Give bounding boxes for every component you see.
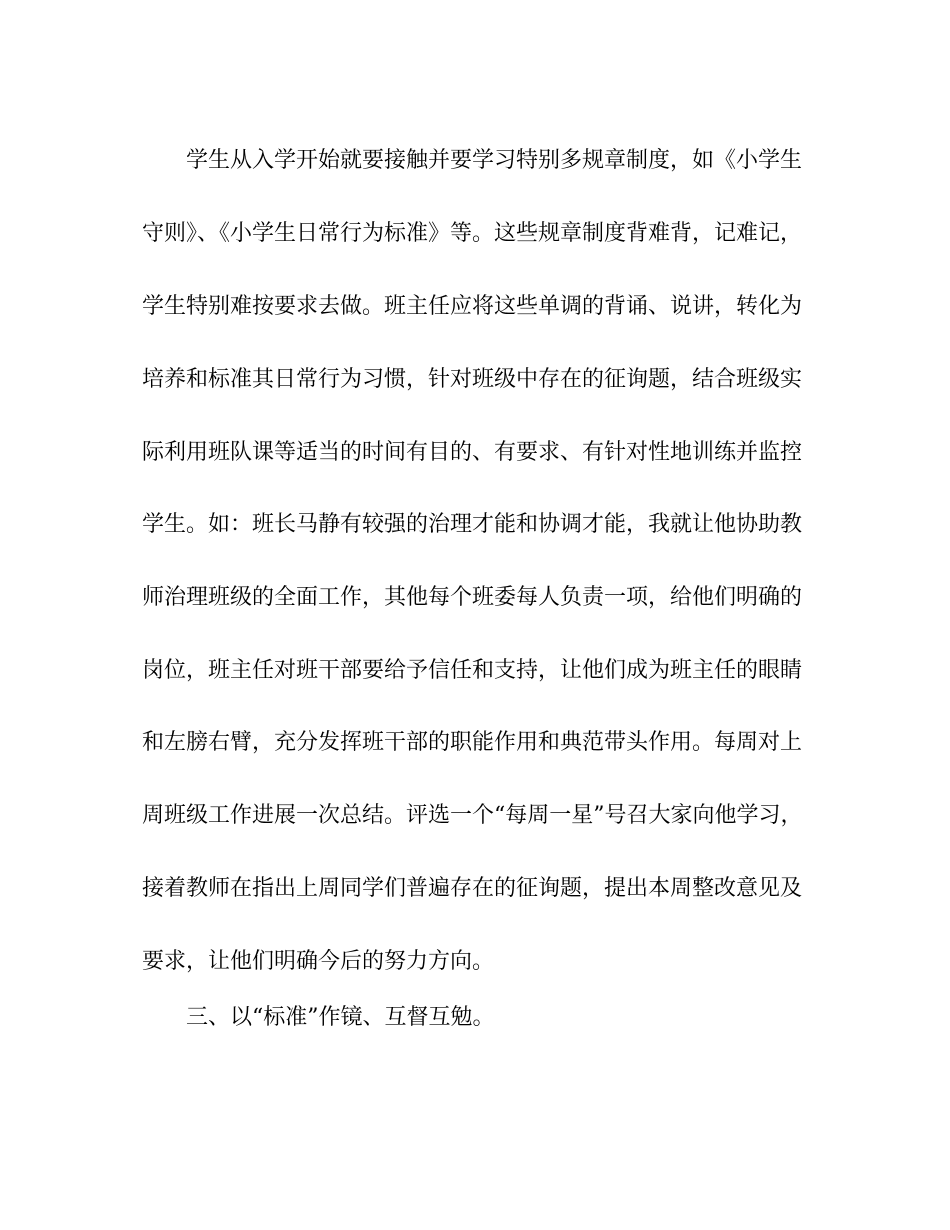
paragraph-line: 和左膀右臂，充分发挥班干部的职能作用和典范带头作用。每周对上 — [142, 730, 803, 755]
paragraph-line: 学生特别难按要求去做。班主任应将这些单调的背诵、说讲，转化为 — [142, 294, 803, 319]
paragraph-line: 学生从入学开始就要接触并要学习特别多规章制度，如《小学生 — [186, 148, 803, 173]
paragraph-line: 师治理班级的全面工作，其他每个班委每人负责一项，给他们明确的 — [142, 585, 803, 610]
paragraph-line: 接着教师在指出上周同学们普遍存在的征询题，提出本周整改意见及 — [142, 876, 803, 901]
paragraph-line: 学生。如：班长马静有较强的治理才能和协调才能，我就让他协助教 — [142, 512, 803, 537]
section-heading: 三、以“标准”作镜、互督互勉。 — [186, 1005, 495, 1030]
paragraph-line: 际利用班队课等适当的时间有目的、有要求、有针对性地训练并监控 — [142, 440, 803, 465]
paragraph-line: 培养和标准其日常行为习惯，针对班级中存在的征询题，结合班级实 — [142, 367, 803, 392]
paragraph-line: 岗位，班主任对班干部要给予信任和支持，让他们成为班主任的眼睛 — [142, 658, 803, 683]
paragraph-line: 周班级工作进展一次总结。评选一个“每周一星”号召大家向他学习， — [142, 803, 803, 828]
paragraph-line: 要求，让他们明确今后的努力方向。 — [142, 949, 495, 974]
paragraph-line: 守则》、《小学生日常行为标准》等。这些规章制度背难背，记难记， — [142, 221, 803, 246]
